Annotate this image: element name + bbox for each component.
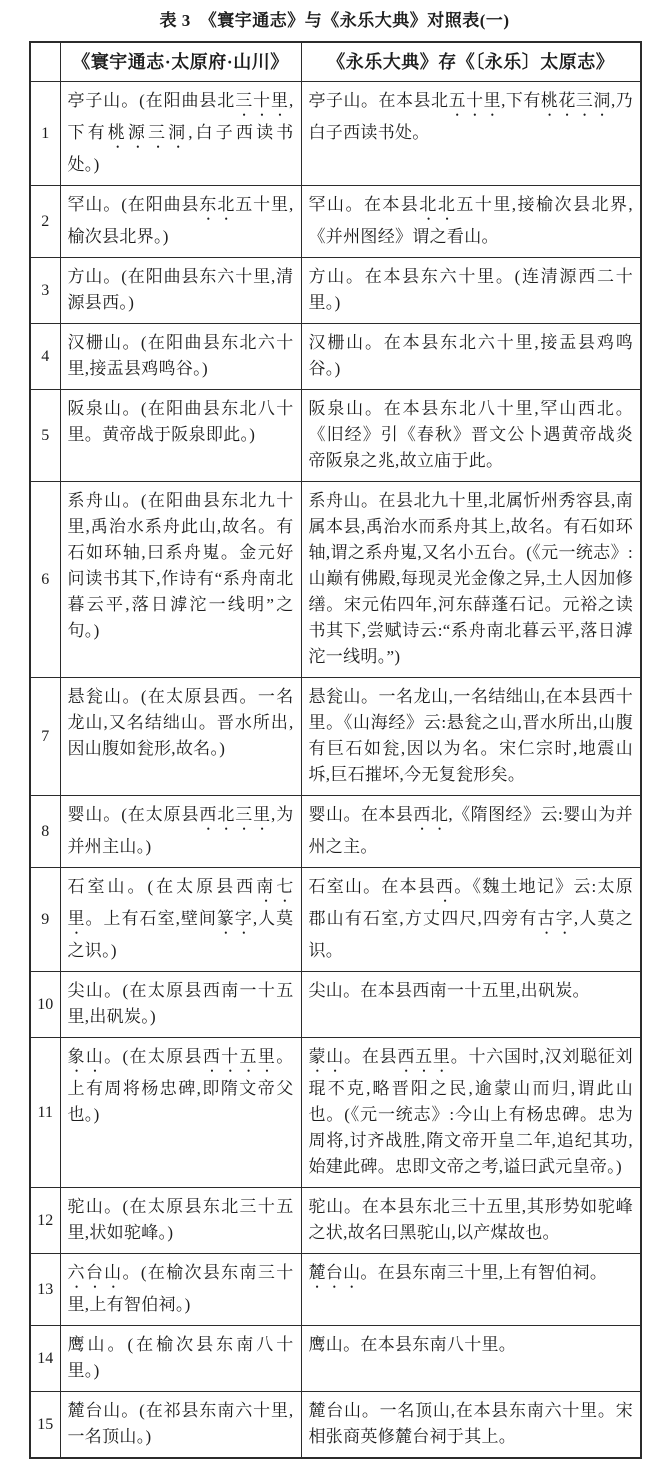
table-row (30, 482, 641, 678)
cell-yongle-dadian (301, 1392, 641, 1459)
emphasis-dots-text: 西五里 (397, 1047, 451, 1066)
row-number: 13 (30, 1254, 60, 1326)
cell-text: 系舟山。(在阳曲县东北九十里,禹治水系舟此山,故名。有石如环轴,曰系舟嵬。金元好问读书其下,作诗有“系舟南北暮云平,落日滹沱一线明”之句。) (67, 491, 294, 640)
row-number: 11 (30, 1038, 60, 1188)
table-body (30, 82, 641, 1459)
table-row (30, 324, 641, 390)
header-cell-huanyu-tongzhi: 《寰宇通志·太原府·山川》 (60, 42, 301, 82)
cell-yongle-dadian (301, 390, 641, 482)
cell-huanyu-tongzhi (60, 972, 301, 1038)
cell-text: 方山。(在阳曲县东六十里,清源县西。) (67, 267, 294, 312)
row-number: 5 (30, 390, 60, 482)
cell-text: 。上有周将杨忠碑,即隋文帝父也。) (67, 1047, 294, 1124)
emphasis-dots-text: 西北三里 (199, 805, 272, 824)
table-row (30, 678, 641, 796)
row-number: 12 (30, 1188, 60, 1254)
cell-yongle-dadian (301, 1038, 641, 1188)
emphasis-dots-text: 桃花三洞 (540, 91, 611, 110)
emphasis-dots-text: 麓台山 (308, 1263, 361, 1282)
emphasis-dots-text: 桃源三洞 (107, 123, 189, 142)
table-row (30, 1392, 641, 1459)
cell-huanyu-tongzhi (60, 258, 301, 324)
cell-text: 麓台山。(在祁县东南六十里,一名顶山。) (67, 1401, 294, 1446)
cell-text: ,人莫之识。) (67, 909, 294, 960)
cell-text: ,下有 (501, 91, 541, 110)
cell-text: 石室山。(在太原县西 (67, 877, 257, 896)
header-cell-number (30, 42, 60, 82)
cell-text: 罕山。在本县 (308, 195, 420, 214)
cell-yongle-dadian (301, 82, 641, 186)
cell-text: 。在县 (344, 1047, 398, 1066)
cell-text: ,下有 (67, 91, 294, 142)
table-row (30, 258, 641, 324)
cell-text: 五十里,接榆次县北界,《并州图经》谓之看山。 (308, 195, 633, 246)
table-row (30, 868, 641, 972)
cell-huanyu-tongzhi (60, 324, 301, 390)
emphasis-dots-text: 北北 (419, 195, 457, 214)
cell-yongle-dadian (301, 796, 641, 868)
cell-text: 尖山。在本县西南一十五里,出矾炭。 (308, 981, 590, 1000)
cell-yongle-dadian (301, 972, 641, 1038)
cell-text: 。(在太原县 (104, 1047, 203, 1066)
table-row (30, 82, 641, 186)
cell-text: 婴山。在本县 (308, 805, 414, 824)
cell-yongle-dadian (301, 258, 641, 324)
cell-text: 驼山。(在太原县东北三十五里,状如驼峰。) (67, 1197, 294, 1242)
row-number: 8 (30, 796, 60, 868)
row-number: 14 (30, 1326, 60, 1392)
cell-text: 驼山。在本县东北三十五里,其形势如驼峰之状,故名曰黑驼山,以产煤故也。 (308, 1197, 633, 1242)
cell-text: 石室山。在本县 (308, 877, 437, 896)
cell-text: 悬瓮山。(在太原县西。一名龙山,又名结绌山。晋水所出,因山腹如瓮形,故名。) (67, 687, 294, 758)
cell-text: 系舟山。在县北九十里,北属忻州秀容县,南属本县,禹治水而系舟其上,故名。有石如环轴,谓之系舟嵬,又名小五台。(《元一统志》:山巅有佛殿,每现灵光金像之异,土人因加修缮。宋元佑四年,河东薛蓬石记。元裕之读书其下,尝赋诗云:“系舟南北暮云平,落日滹沱一线明。”) (308, 491, 633, 666)
row-number: 2 (30, 186, 60, 258)
table-row (30, 1254, 641, 1326)
cell-text: ,人莫之识。 (308, 909, 633, 960)
cell-text: 。在县东南三十里,上有智伯祠。 (360, 1263, 608, 1282)
row-number: 1 (30, 82, 60, 186)
cell-text: ,《隋图经》云:婴山为并州之主。 (308, 805, 633, 856)
table-row (30, 1326, 641, 1392)
emphasis-dots-text: 古字 (537, 909, 574, 928)
cell-huanyu-tongzhi (60, 82, 301, 186)
cell-huanyu-tongzhi (60, 1038, 301, 1188)
emphasis-dots-text: 篆字 (216, 909, 253, 928)
row-number: 7 (30, 678, 60, 796)
cell-huanyu-tongzhi (60, 1188, 301, 1254)
emphasis-dots-text: 蒙山 (308, 1047, 345, 1066)
table-header (30, 42, 641, 82)
table-row (30, 1038, 641, 1188)
row-number: 6 (30, 482, 60, 678)
cell-yongle-dadian (301, 1188, 641, 1254)
emphasis-dots-text: 西北 (413, 805, 449, 824)
cell-text: 婴山。(在太原县 (67, 805, 200, 824)
table-row (30, 390, 641, 482)
cell-huanyu-tongzhi (60, 482, 301, 678)
table-row (30, 972, 641, 1038)
cell-yongle-dadian (301, 678, 641, 796)
header-cell-yongle-dadian: 《永乐大典》存《〔永乐〕太原志》 (301, 42, 641, 82)
cell-text: 。上有石室,壁间 (85, 909, 217, 928)
emphasis-dots-text: 五十里 (448, 91, 502, 110)
cell-yongle-dadian (301, 868, 641, 972)
emphasis-dots-text: 南七里 (67, 877, 294, 928)
cell-text: 。十六国时,汉刘聪征刘琨不克,略晋阳之民,逾蒙山而归,谓此山也。(《元一统志》:今山上有杨忠碑。忠为周将,讨齐战胜,隋文帝开皇二年,追纪其功,始建此碑。忠即文帝之考,谥曰武元皇帝。) (308, 1047, 633, 1176)
row-number: 3 (30, 258, 60, 324)
cell-huanyu-tongzhi (60, 1254, 301, 1326)
cell-text: 阪泉山。在本县东北八十里,罕山西北。《旧经》引《春秋》晋文公卜遇黄帝战炎帝阪泉之兆,故立庙于此。 (308, 399, 633, 470)
cell-yongle-dadian (301, 1254, 641, 1326)
cell-text: 悬瓮山。一名龙山,一名结绌山,在本县西十里。《山海经》云:悬瓮之山,晋水所出,山腹有巨石如瓮,因以为名。宋仁宗时,地震山坼,巨石摧坏,今无复瓮形矣。 (308, 687, 633, 784)
cell-huanyu-tongzhi (60, 678, 301, 796)
cell-text: 汉栅山。(在阳曲县东北六十里,接盂县鸡鸣谷。) (67, 333, 294, 378)
cell-text: 。《魏土地记》云:太原郡山有石室,方丈四尺,四旁有 (308, 877, 633, 928)
cell-yongle-dadian (301, 186, 641, 258)
cell-text: 尖山。(在太原县西南一十五里,出矾炭。) (67, 981, 294, 1026)
cell-yongle-dadian (301, 482, 641, 678)
emphasis-dots-text: 象山 (67, 1047, 105, 1066)
cell-text: 罕山。(在阳曲县 (67, 195, 200, 214)
cell-huanyu-tongzhi (60, 1392, 301, 1459)
cell-text: 亭子山。(在阳曲县北 (67, 91, 236, 110)
cell-huanyu-tongzhi (60, 390, 301, 482)
emphasis-dots-text: 西十五里 (202, 1047, 277, 1066)
cell-text: 五十里,榆次县北界。) (67, 195, 294, 246)
cell-huanyu-tongzhi (60, 1326, 301, 1392)
row-number: 9 (30, 868, 60, 972)
row-number: 4 (30, 324, 60, 390)
cell-huanyu-tongzhi (60, 796, 301, 868)
cell-huanyu-tongzhi (60, 186, 301, 258)
cell-text: 亭子山。在本县北 (308, 91, 449, 110)
table-row (30, 186, 641, 258)
cell-text: 麓台山。一名顶山,在本县东南六十里。宋相张商英修麓台祠于其上。 (308, 1401, 633, 1446)
table-row (30, 796, 641, 868)
cell-text: 汉栅山。在本县东北六十里,接盂县鸡鸣谷。) (308, 333, 633, 378)
cell-text: ,乃白子西读书处。 (308, 91, 633, 142)
cell-text: 。(在榆次县东南三十里,上有智伯祠。) (67, 1263, 294, 1314)
table-caption: 表 3 《寰宇通志》与《永乐大典》对照表(一) (159, 11, 510, 30)
header-row (30, 42, 641, 82)
cell-text: ,为并州主山。) (67, 805, 294, 856)
row-number: 15 (30, 1392, 60, 1459)
cell-yongle-dadian (301, 1326, 641, 1392)
cell-text: 鹰山。在本县东南八十里。 (308, 1335, 517, 1354)
table-row (30, 1188, 641, 1254)
row-number: 10 (30, 972, 60, 1038)
comparison-table (29, 41, 642, 1459)
cell-text: ,白子西读书处。) (67, 123, 294, 174)
cell-yongle-dadian (301, 324, 641, 390)
emphasis-dots-text: 三十里 (235, 91, 289, 110)
emphasis-dots-text: 六台山 (67, 1263, 123, 1282)
cell-text: 方山。在本县东六十里。(连清源西二十里。) (308, 267, 633, 312)
cell-text: 鹰山。(在榆次县东南八十里。) (67, 1335, 294, 1380)
emphasis-dots-text: 东北 (199, 195, 236, 214)
emphasis-dots-text: 西 (436, 877, 455, 896)
cell-huanyu-tongzhi (60, 868, 301, 972)
cell-text: 阪泉山。(在阳曲县东北八十里。黄帝战于阪泉即此。) (67, 399, 294, 444)
